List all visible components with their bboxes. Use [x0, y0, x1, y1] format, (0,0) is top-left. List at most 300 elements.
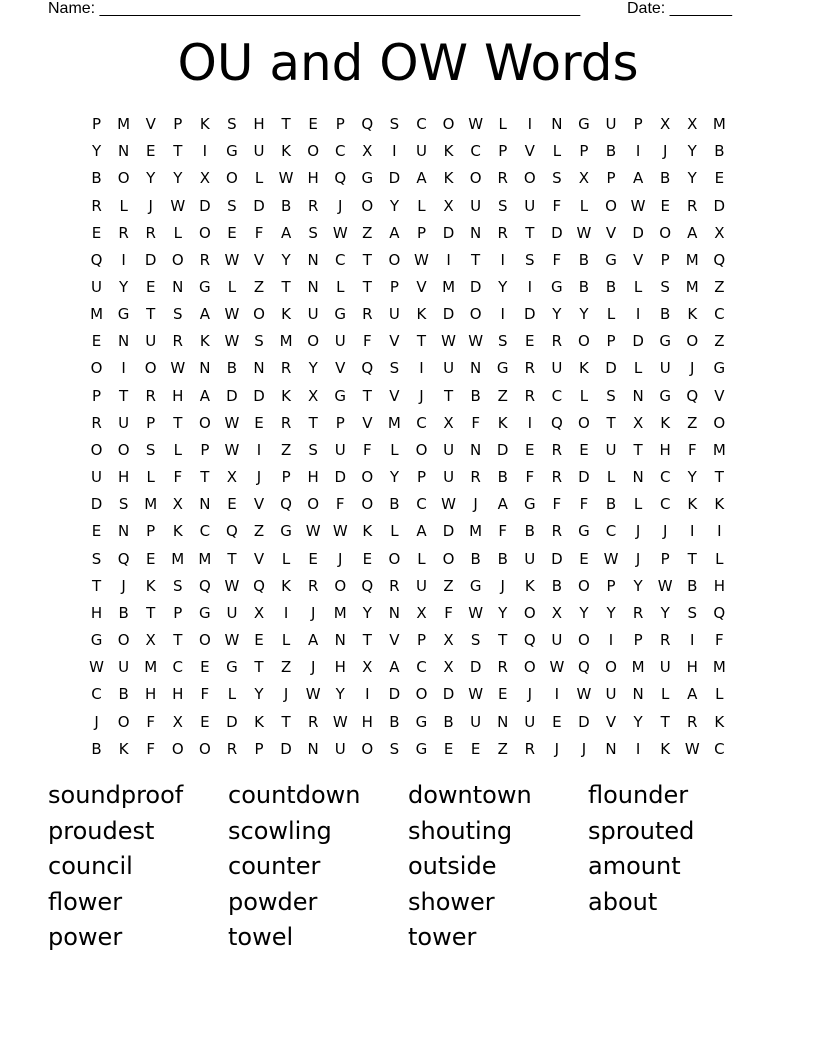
grid-letter[interactable]: X	[714, 223, 725, 242]
grid-letter[interactable]: B	[714, 142, 725, 161]
grid-letter[interactable]: X	[660, 115, 671, 134]
grid-letter[interactable]: R	[524, 386, 535, 405]
grid-letter[interactable]: N	[307, 739, 319, 758]
grid-letter[interactable]: U	[388, 305, 400, 324]
grid-letter[interactable]: E	[362, 549, 373, 568]
grid-letter[interactable]: R	[497, 169, 508, 188]
grid-letter[interactable]: H	[713, 576, 725, 595]
grid-letter[interactable]: B	[605, 495, 617, 514]
grid-letter[interactable]: G	[334, 305, 347, 324]
grid-letter[interactable]: H	[659, 440, 671, 459]
grid-letter[interactable]: Q	[198, 576, 211, 595]
grid-letter[interactable]: D	[144, 250, 157, 269]
grid-letter[interactable]: Q	[226, 522, 238, 541]
grid-letter[interactable]: Y	[633, 576, 643, 595]
grid-letter[interactable]: N	[118, 142, 130, 161]
grid-letter[interactable]: A	[632, 169, 644, 188]
grid-letter[interactable]: S	[497, 196, 508, 215]
grid-letter[interactable]: I	[690, 522, 695, 541]
grid-letter[interactable]: G	[361, 169, 374, 188]
grid-letter[interactable]: X	[416, 603, 427, 622]
grid-letter[interactable]: X	[443, 196, 454, 215]
grid-letter[interactable]: J	[690, 359, 695, 378]
grid-letter[interactable]: E	[254, 413, 264, 432]
grid-letter[interactable]: T	[200, 468, 210, 487]
grid-letter[interactable]: J	[256, 468, 262, 487]
grid-letter[interactable]: C	[416, 115, 427, 134]
grid-letter[interactable]: G	[551, 278, 563, 297]
grid-letter[interactable]: A	[687, 685, 698, 704]
grid-letter[interactable]: I	[690, 631, 695, 650]
grid-letter[interactable]: U	[659, 658, 671, 677]
grid-letter[interactable]: Q	[253, 576, 265, 595]
grid-letter[interactable]: W	[89, 658, 104, 677]
grid-letter[interactable]: O	[578, 576, 590, 595]
grid-letter[interactable]: G	[578, 115, 590, 134]
grid-letter[interactable]: B	[470, 386, 481, 405]
grid-letter[interactable]: K	[362, 522, 373, 541]
grid-letter[interactable]: K	[660, 739, 671, 758]
grid-letter[interactable]: B	[687, 576, 698, 595]
grid-letter[interactable]: C	[551, 386, 563, 405]
grid-letter[interactable]: V	[335, 359, 346, 378]
grid-letter[interactable]: P	[606, 169, 616, 188]
grid-letter[interactable]: P	[416, 631, 426, 650]
grid-letter[interactable]: L	[146, 468, 155, 487]
grid-letter[interactable]: U	[91, 278, 103, 297]
grid-letter[interactable]: N	[632, 468, 644, 487]
grid-letter[interactable]: T	[119, 386, 129, 405]
grid-letter[interactable]: T	[173, 631, 183, 650]
grid-letter[interactable]: U	[524, 549, 536, 568]
grid-letter[interactable]: K	[714, 712, 725, 731]
grid-letter[interactable]: U	[470, 196, 482, 215]
grid-letter[interactable]: J	[500, 576, 505, 595]
grid-letter[interactable]: T	[687, 549, 697, 568]
grid-letter[interactable]: Y	[498, 278, 508, 297]
grid-letter[interactable]: O	[523, 658, 536, 677]
grid-letter[interactable]: O	[361, 739, 374, 758]
grid-letter[interactable]: H	[90, 603, 103, 622]
grid-letter[interactable]: Q	[713, 603, 726, 622]
grid-letter[interactable]: S	[173, 305, 183, 324]
grid-letter[interactable]: H	[307, 468, 319, 487]
grid-letter[interactable]: A	[416, 169, 427, 188]
grid-letter[interactable]: O	[307, 495, 320, 514]
grid-letter[interactable]: B	[497, 468, 508, 487]
grid-letter[interactable]: O	[198, 413, 211, 432]
grid-letter[interactable]: X	[308, 386, 319, 405]
grid-letter[interactable]: D	[253, 386, 265, 405]
grid-letter[interactable]: W	[468, 603, 484, 622]
grid-letter[interactable]: Y	[687, 468, 697, 487]
grid-letter[interactable]: B	[605, 142, 617, 161]
grid-letter[interactable]: V	[253, 549, 265, 568]
grid-letter[interactable]: I	[419, 359, 424, 378]
grid-letter[interactable]: S	[660, 278, 670, 297]
grid-letter[interactable]: U	[605, 115, 617, 134]
grid-letter[interactable]: T	[525, 223, 535, 242]
grid-letter[interactable]: B	[524, 522, 535, 541]
grid-letter[interactable]: W	[468, 685, 484, 704]
grid-letter[interactable]: D	[524, 305, 536, 324]
grid-letter[interactable]: O	[442, 549, 455, 568]
grid-letter[interactable]: T	[498, 631, 508, 650]
grid-letter[interactable]: C	[416, 413, 427, 432]
grid-letter[interactable]: D	[388, 169, 401, 188]
grid-letter[interactable]: I	[283, 603, 289, 622]
grid-letter[interactable]: F	[254, 223, 264, 242]
grid-letter[interactable]: R	[362, 305, 373, 324]
grid-letter[interactable]: K	[118, 739, 129, 758]
grid-letter[interactable]: O	[90, 359, 103, 378]
grid-letter[interactable]: Z	[497, 386, 508, 405]
grid-letter[interactable]: K	[199, 115, 210, 134]
grid-letter[interactable]: Z	[253, 522, 265, 541]
grid-letter[interactable]: C	[172, 658, 184, 677]
grid-letter[interactable]: L	[281, 631, 291, 650]
grid-letter[interactable]: N	[307, 250, 319, 269]
grid-letter[interactable]: Y	[119, 278, 129, 297]
grid-letter[interactable]: V	[524, 142, 535, 161]
grid-letter[interactable]: S	[687, 603, 698, 622]
grid-letter[interactable]: E	[145, 278, 156, 297]
grid-letter[interactable]: X	[578, 169, 590, 188]
grid-letter[interactable]: N	[334, 631, 346, 650]
grid-letter[interactable]: T	[633, 440, 643, 459]
grid-letter[interactable]: P	[416, 468, 426, 487]
grid-letter[interactable]: Y	[687, 142, 697, 161]
grid-letter[interactable]: O	[361, 196, 374, 215]
grid-letter[interactable]: C	[416, 658, 427, 677]
grid-letter[interactable]: G	[469, 576, 482, 595]
grid-letter[interactable]: M	[144, 495, 158, 514]
grid-letter[interactable]: N	[632, 386, 644, 405]
grid-letter[interactable]: E	[660, 196, 670, 215]
grid-letter[interactable]: K	[281, 142, 291, 161]
grid-letter[interactable]: O	[117, 712, 130, 731]
grid-letter[interactable]: T	[362, 278, 372, 297]
grid-letter[interactable]: U	[91, 468, 103, 487]
grid-letter[interactable]: E	[308, 115, 318, 134]
grid-letter[interactable]: R	[91, 413, 102, 432]
grid-letter[interactable]: L	[119, 196, 128, 215]
grid-letter[interactable]: L	[227, 278, 237, 297]
grid-letter[interactable]: B	[660, 169, 671, 188]
grid-letter[interactable]: I	[554, 685, 560, 704]
grid-letter[interactable]: Q	[713, 250, 726, 269]
grid-letter[interactable]: B	[118, 685, 129, 704]
grid-letter[interactable]: U	[334, 332, 346, 351]
grid-letter[interactable]: K	[199, 332, 210, 351]
grid-letter[interactable]: E	[714, 169, 725, 188]
grid-letter[interactable]: Y	[660, 603, 670, 622]
grid-letter[interactable]: N	[551, 115, 563, 134]
grid-letter[interactable]: X	[632, 413, 644, 432]
grid-letter[interactable]: B	[226, 359, 238, 378]
grid-letter[interactable]: Z	[714, 332, 725, 351]
grid-letter[interactable]: L	[715, 685, 724, 704]
grid-letter[interactable]: S	[145, 440, 156, 459]
grid-letter[interactable]: N	[172, 278, 184, 297]
grid-letter[interactable]: X	[172, 712, 183, 731]
grid-letter[interactable]: M	[144, 658, 158, 677]
grid-letter[interactable]: A	[389, 658, 400, 677]
grid-letter[interactable]: P	[173, 603, 183, 622]
grid-letter[interactable]: F	[552, 495, 562, 514]
grid-letter[interactable]: K	[281, 576, 291, 595]
grid-letter[interactable]: I	[446, 250, 451, 269]
grid-letter[interactable]: P	[281, 468, 291, 487]
grid-letter[interactable]: R	[632, 603, 644, 622]
grid-letter[interactable]: W	[224, 332, 240, 351]
grid-letter[interactable]: V	[362, 413, 373, 432]
grid-letter[interactable]: F	[363, 440, 372, 459]
grid-letter[interactable]: B	[280, 196, 292, 215]
grid-letter[interactable]: N	[470, 359, 482, 378]
grid-letter[interactable]: W	[684, 739, 700, 758]
grid-letter[interactable]: I	[527, 278, 532, 297]
grid-letter[interactable]: Y	[687, 169, 697, 188]
grid-letter[interactable]: J	[581, 739, 587, 758]
grid-letter[interactable]: P	[92, 115, 102, 134]
grid-letter[interactable]: Y	[579, 305, 589, 324]
grid-letter[interactable]: X	[253, 603, 265, 622]
grid-letter[interactable]: T	[416, 332, 427, 351]
grid-letter[interactable]: C	[335, 250, 346, 269]
grid-letter[interactable]: Y	[498, 603, 508, 622]
grid-letter[interactable]: I	[365, 685, 370, 704]
grid-letter[interactable]: K	[254, 712, 264, 731]
grid-letter[interactable]: R	[551, 522, 563, 541]
grid-letter[interactable]: N	[632, 685, 644, 704]
grid-letter[interactable]: Z	[443, 576, 454, 595]
grid-letter[interactable]: V	[632, 250, 644, 269]
grid-letter[interactable]: W	[657, 576, 673, 595]
grid-letter[interactable]: U	[551, 359, 563, 378]
grid-letter[interactable]: J	[94, 712, 99, 731]
grid-letter[interactable]: J	[527, 685, 532, 704]
grid-letter[interactable]: W	[224, 631, 240, 650]
grid-letter[interactable]: S	[254, 332, 264, 351]
grid-letter[interactable]: V	[389, 386, 400, 405]
grid-letter[interactable]: A	[308, 631, 319, 650]
grid-letter[interactable]: U	[145, 332, 157, 351]
name-field[interactable]: Name: ______________________________________________________	[48, 0, 581, 17]
grid-letter[interactable]: X	[226, 468, 238, 487]
grid-letter[interactable]: Q	[578, 658, 590, 677]
grid-letter[interactable]: G	[713, 359, 726, 378]
grid-letter[interactable]: M	[387, 413, 401, 432]
grid-letter[interactable]: G	[578, 522, 590, 541]
grid-letter[interactable]: Y	[552, 305, 562, 324]
grid-letter[interactable]: A	[280, 223, 292, 242]
grid-letter[interactable]: S	[91, 549, 102, 568]
grid-letter[interactable]: H	[307, 169, 319, 188]
grid-letter[interactable]: T	[471, 250, 481, 269]
grid-letter[interactable]: O	[198, 631, 211, 650]
grid-letter[interactable]: P	[146, 522, 156, 541]
grid-letter[interactable]: J	[419, 386, 424, 405]
grid-letter[interactable]: N	[118, 522, 130, 541]
grid-letter[interactable]: W	[603, 549, 619, 568]
grid-letter[interactable]: P	[633, 631, 643, 650]
grid-letter[interactable]: P	[660, 549, 670, 568]
grid-letter[interactable]: E	[254, 631, 264, 650]
grid-letter[interactable]: F	[525, 468, 535, 487]
grid-letter[interactable]: F	[579, 495, 589, 514]
grid-letter[interactable]: T	[308, 413, 318, 432]
grid-letter[interactable]: T	[254, 658, 264, 677]
grid-letter[interactable]: O	[226, 169, 238, 188]
grid-letter[interactable]: T	[362, 250, 372, 269]
grid-letter[interactable]: I	[608, 631, 614, 650]
grid-letter[interactable]: L	[281, 549, 291, 568]
grid-letter[interactable]: L	[633, 278, 643, 297]
grid-letter[interactable]: I	[121, 359, 126, 378]
grid-letter[interactable]: U	[524, 712, 536, 731]
grid-letter[interactable]: U	[443, 359, 455, 378]
grid-letter[interactable]: Q	[90, 250, 103, 269]
grid-letter[interactable]: L	[390, 522, 399, 541]
grid-letter[interactable]: Y	[606, 603, 616, 622]
grid-letter[interactable]: M	[712, 440, 726, 459]
grid-letter[interactable]: V	[145, 115, 156, 134]
grid-letter[interactable]: R	[687, 712, 698, 731]
grid-letter[interactable]: W	[332, 223, 348, 242]
grid-letter[interactable]: W	[170, 359, 186, 378]
grid-letter[interactable]: S	[389, 115, 400, 134]
grid-letter[interactable]: I	[527, 115, 532, 134]
grid-letter[interactable]: S	[606, 386, 616, 405]
grid-letter[interactable]: V	[416, 278, 427, 297]
grid-letter[interactable]: O	[523, 169, 536, 188]
grid-letter[interactable]: X	[199, 169, 210, 188]
grid-letter[interactable]: W	[441, 495, 456, 514]
grid-letter[interactable]: L	[173, 223, 182, 242]
grid-letter[interactable]: K	[714, 495, 725, 514]
grid-letter[interactable]: R	[551, 468, 563, 487]
grid-letter[interactable]: E	[579, 549, 589, 568]
grid-letter[interactable]: E	[308, 549, 318, 568]
grid-letter[interactable]: K	[281, 386, 291, 405]
grid-letter[interactable]: W	[332, 712, 348, 731]
grid-letter[interactable]: D	[632, 223, 644, 242]
grid-letter[interactable]: D	[199, 196, 211, 215]
grid-letter[interactable]: G	[226, 658, 238, 677]
grid-letter[interactable]: O	[469, 169, 482, 188]
grid-letter[interactable]: D	[632, 332, 644, 351]
grid-letter[interactable]: Q	[361, 359, 374, 378]
grid-letter[interactable]: S	[389, 359, 400, 378]
grid-letter[interactable]: Y	[389, 196, 399, 215]
grid-letter[interactable]: C	[714, 739, 725, 758]
grid-letter[interactable]: P	[389, 278, 399, 297]
grid-letter[interactable]: M	[469, 522, 483, 541]
grid-letter[interactable]: V	[389, 332, 400, 351]
grid-letter[interactable]: T	[173, 413, 183, 432]
grid-letter[interactable]: U	[334, 440, 346, 459]
grid-letter[interactable]: W	[630, 196, 646, 215]
grid-letter[interactable]: X	[443, 631, 454, 650]
grid-letter[interactable]: M	[442, 278, 456, 297]
grid-letter[interactable]: D	[442, 223, 455, 242]
grid-letter[interactable]: Y	[633, 712, 643, 731]
grid-letter[interactable]: V	[253, 250, 265, 269]
grid-letter[interactable]: S	[308, 440, 318, 459]
grid-letter[interactable]: X	[362, 142, 373, 161]
grid-letter[interactable]: R	[524, 359, 535, 378]
grid-letter[interactable]: T	[146, 603, 156, 622]
grid-letter[interactable]: O	[117, 440, 130, 459]
grid-letter[interactable]: K	[524, 576, 535, 595]
grid-letter[interactable]: O	[388, 549, 401, 568]
grid-letter[interactable]: K	[497, 413, 508, 432]
grid-letter[interactable]: G	[605, 250, 617, 269]
grid-letter[interactable]: K	[172, 522, 183, 541]
grid-letter[interactable]: A	[416, 522, 427, 541]
grid-letter[interactable]: O	[253, 305, 265, 324]
grid-letter[interactable]: F	[552, 250, 562, 269]
grid-letter[interactable]: S	[525, 250, 535, 269]
grid-letter[interactable]: X	[172, 495, 183, 514]
grid-letter[interactable]: R	[551, 332, 563, 351]
grid-letter[interactable]: L	[173, 440, 182, 459]
grid-letter[interactable]: T	[281, 712, 291, 731]
grid-letter[interactable]: P	[660, 250, 670, 269]
grid-letter[interactable]: J	[148, 196, 153, 215]
grid-letter[interactable]: U	[659, 359, 671, 378]
grid-letter[interactable]: T	[173, 142, 183, 161]
grid-letter[interactable]: I	[202, 142, 208, 161]
grid-letter[interactable]: R	[172, 332, 183, 351]
grid-letter[interactable]: O	[578, 631, 590, 650]
grid-letter[interactable]: D	[551, 223, 563, 242]
grid-letter[interactable]: I	[500, 305, 505, 324]
grid-letter[interactable]: U	[605, 440, 617, 459]
grid-letter[interactable]: S	[227, 196, 237, 215]
grid-letter[interactable]: G	[226, 142, 238, 161]
grid-letter[interactable]: V	[714, 386, 725, 405]
grid-letter[interactable]: L	[417, 196, 426, 215]
grid-letter[interactable]: T	[281, 278, 291, 297]
grid-letter[interactable]: O	[198, 739, 211, 758]
grid-letter[interactable]: H	[253, 115, 265, 134]
grid-letter[interactable]: G	[496, 359, 509, 378]
grid-letter[interactable]: W	[441, 332, 456, 351]
grid-letter[interactable]: L	[336, 278, 345, 297]
grid-letter[interactable]: O	[171, 739, 184, 758]
grid-letter[interactable]: P	[173, 115, 183, 134]
grid-letter[interactable]: M	[685, 278, 699, 297]
grid-letter[interactable]: W	[278, 169, 294, 188]
grid-letter[interactable]: U	[334, 739, 346, 758]
grid-letter[interactable]: J	[662, 522, 668, 541]
grid-letter[interactable]: W	[332, 522, 348, 541]
grid-letter[interactable]: D	[551, 549, 563, 568]
grid-letter[interactable]: F	[146, 712, 156, 731]
grid-letter[interactable]: O	[469, 305, 482, 324]
grid-letter[interactable]: T	[714, 468, 724, 487]
grid-letter[interactable]: E	[91, 522, 102, 541]
grid-letter[interactable]: O	[117, 631, 130, 650]
grid-letter[interactable]: Y	[281, 250, 291, 269]
grid-letter[interactable]: O	[90, 440, 103, 459]
grid-letter[interactable]: R	[307, 712, 319, 731]
grid-letter[interactable]: X	[443, 413, 454, 432]
grid-letter[interactable]: N	[470, 223, 482, 242]
grid-letter[interactable]: L	[606, 468, 616, 487]
